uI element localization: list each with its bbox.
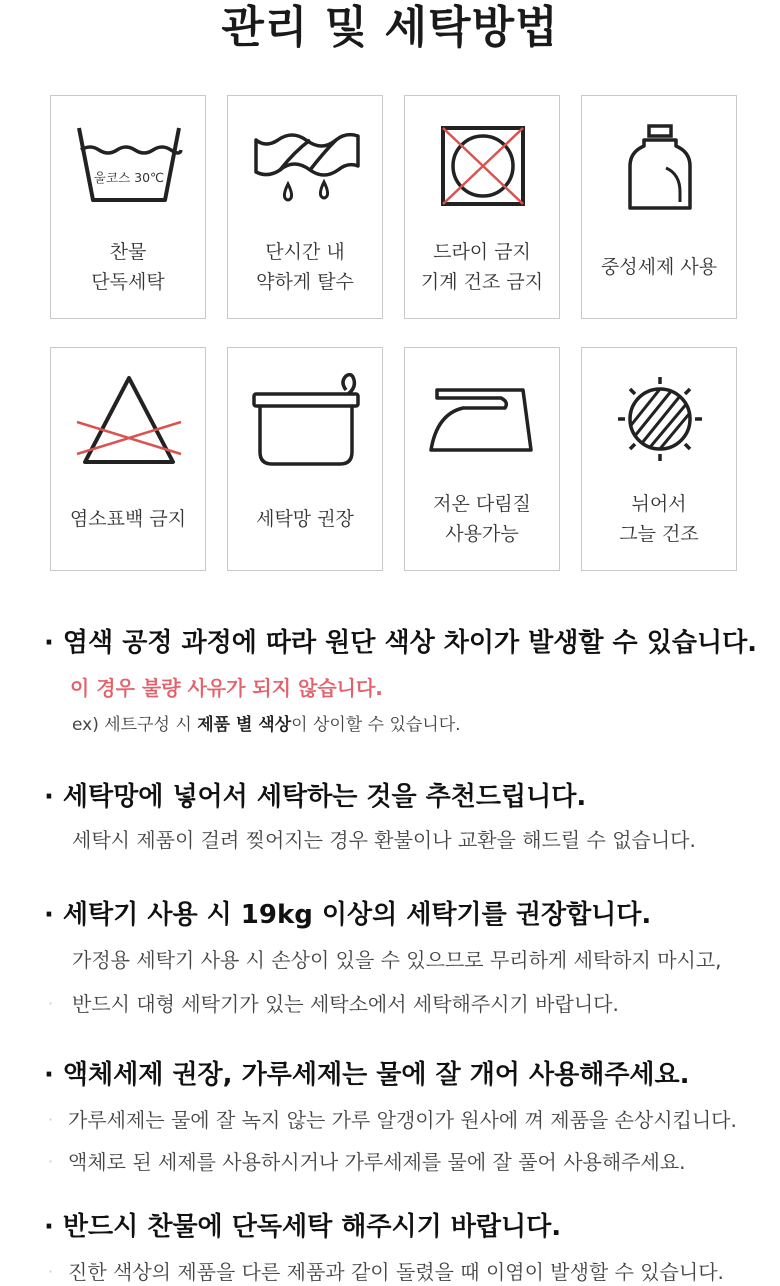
care-label: 염소표백 금지 [69, 508, 187, 530]
page-title: 관리 및 세탁방법 [221, 2, 559, 53]
note-warning: 이 경우 불량 사유가 되지 않습니다. [70, 676, 383, 700]
laundry-net-icon [250, 374, 362, 464]
care-label: 중성세제 사용 [600, 256, 718, 278]
care-label: 뉘어서 그늘 건조 [619, 493, 699, 545]
note-heading-dye: · 염색 공정 과정에 따라 원단 색상 차이가 발생할 수 있습니다. [44, 628, 758, 658]
care-label: 저온 다림질 사용가능 [433, 493, 531, 545]
ex-bold: 제품 별 색상 [197, 715, 292, 735]
care-card-neutral-detergent [581, 95, 737, 319]
shade-dry-flat-icon [604, 374, 716, 464]
care-label: 단시간 내 약하게 탈수 [256, 241, 354, 293]
care-card-gentle-spin [227, 95, 383, 319]
care-card-laundry-net [227, 347, 383, 571]
note-heading-machine: · 세탁기 사용 시 19kg 이상의 세탁기를 권장합니다. [44, 900, 652, 930]
note-text: 가정용 세탁기 사용 시 손상이 있을 수 있으므로 무리하게 세탁하지 마시고, [72, 948, 722, 972]
note-text: 반드시 대형 세탁기가 있는 세탁소에서 세탁해주시기 바랍니다. [72, 992, 619, 1016]
care-card-no-dry [404, 95, 560, 319]
care-label: 세탁망 권장 [256, 508, 354, 530]
bullet-dot: · [48, 1262, 54, 1281]
ex-prefix: ex) 세트구성 시 [72, 715, 198, 735]
note-text: 가루세제는 물에 잘 녹지 않는 가루 알갱이가 원사에 껴 제품을 손상시킵니다. [68, 1108, 737, 1132]
neutral-detergent-bottle-icon [604, 122, 716, 212]
note-heading-net: · 세탁망에 넣어서 세탁하는 것을 추천드립니다. [44, 782, 587, 812]
bullet-dot: · [48, 994, 54, 1013]
note-heading-cold: · 반드시 찬물에 단독세탁 해주시기 바랍니다. [44, 1212, 562, 1242]
no-tumble-dry-icon [427, 122, 539, 212]
care-card-cold-wash [50, 95, 206, 319]
note-text: 세탁시 제품이 걸려 찢어지는 경우 환불이나 교환을 해드릴 수 없습니다. [72, 828, 696, 852]
note-heading-detergent: · 액체세제 권장, 가루세제는 물에 잘 개어 사용해주세요. [44, 1060, 690, 1090]
care-label: 드라이 금지 기계 건조 금지 [420, 241, 544, 293]
care-label: 찬물 단독세탁 [91, 241, 165, 293]
wring-gently-icon [250, 122, 362, 212]
low-iron-icon [427, 374, 539, 464]
care-card-low-iron [404, 347, 560, 571]
bullet-dot: · [48, 1110, 54, 1129]
bullet-dot: · [48, 1152, 54, 1171]
note-example [72, 712, 461, 738]
wash-temp-tag: 울코스 30℃ [93, 170, 165, 185]
wash-tub-30c-icon [73, 122, 185, 212]
no-bleach-icon [73, 374, 185, 464]
ex-suffix: 이 상이할 수 있습니다. [291, 715, 461, 735]
care-card-shade-dry [581, 347, 737, 571]
note-text: 액체로 된 세제를 사용하시거나 가루세제를 물에 잘 풀어 사용해주세요. [68, 1150, 686, 1174]
note-text: 진한 색상의 제품을 다른 제품과 같이 돌렸을 때 이염이 발생할 수 있습니다. [68, 1260, 724, 1284]
care-card-no-bleach [50, 347, 206, 571]
